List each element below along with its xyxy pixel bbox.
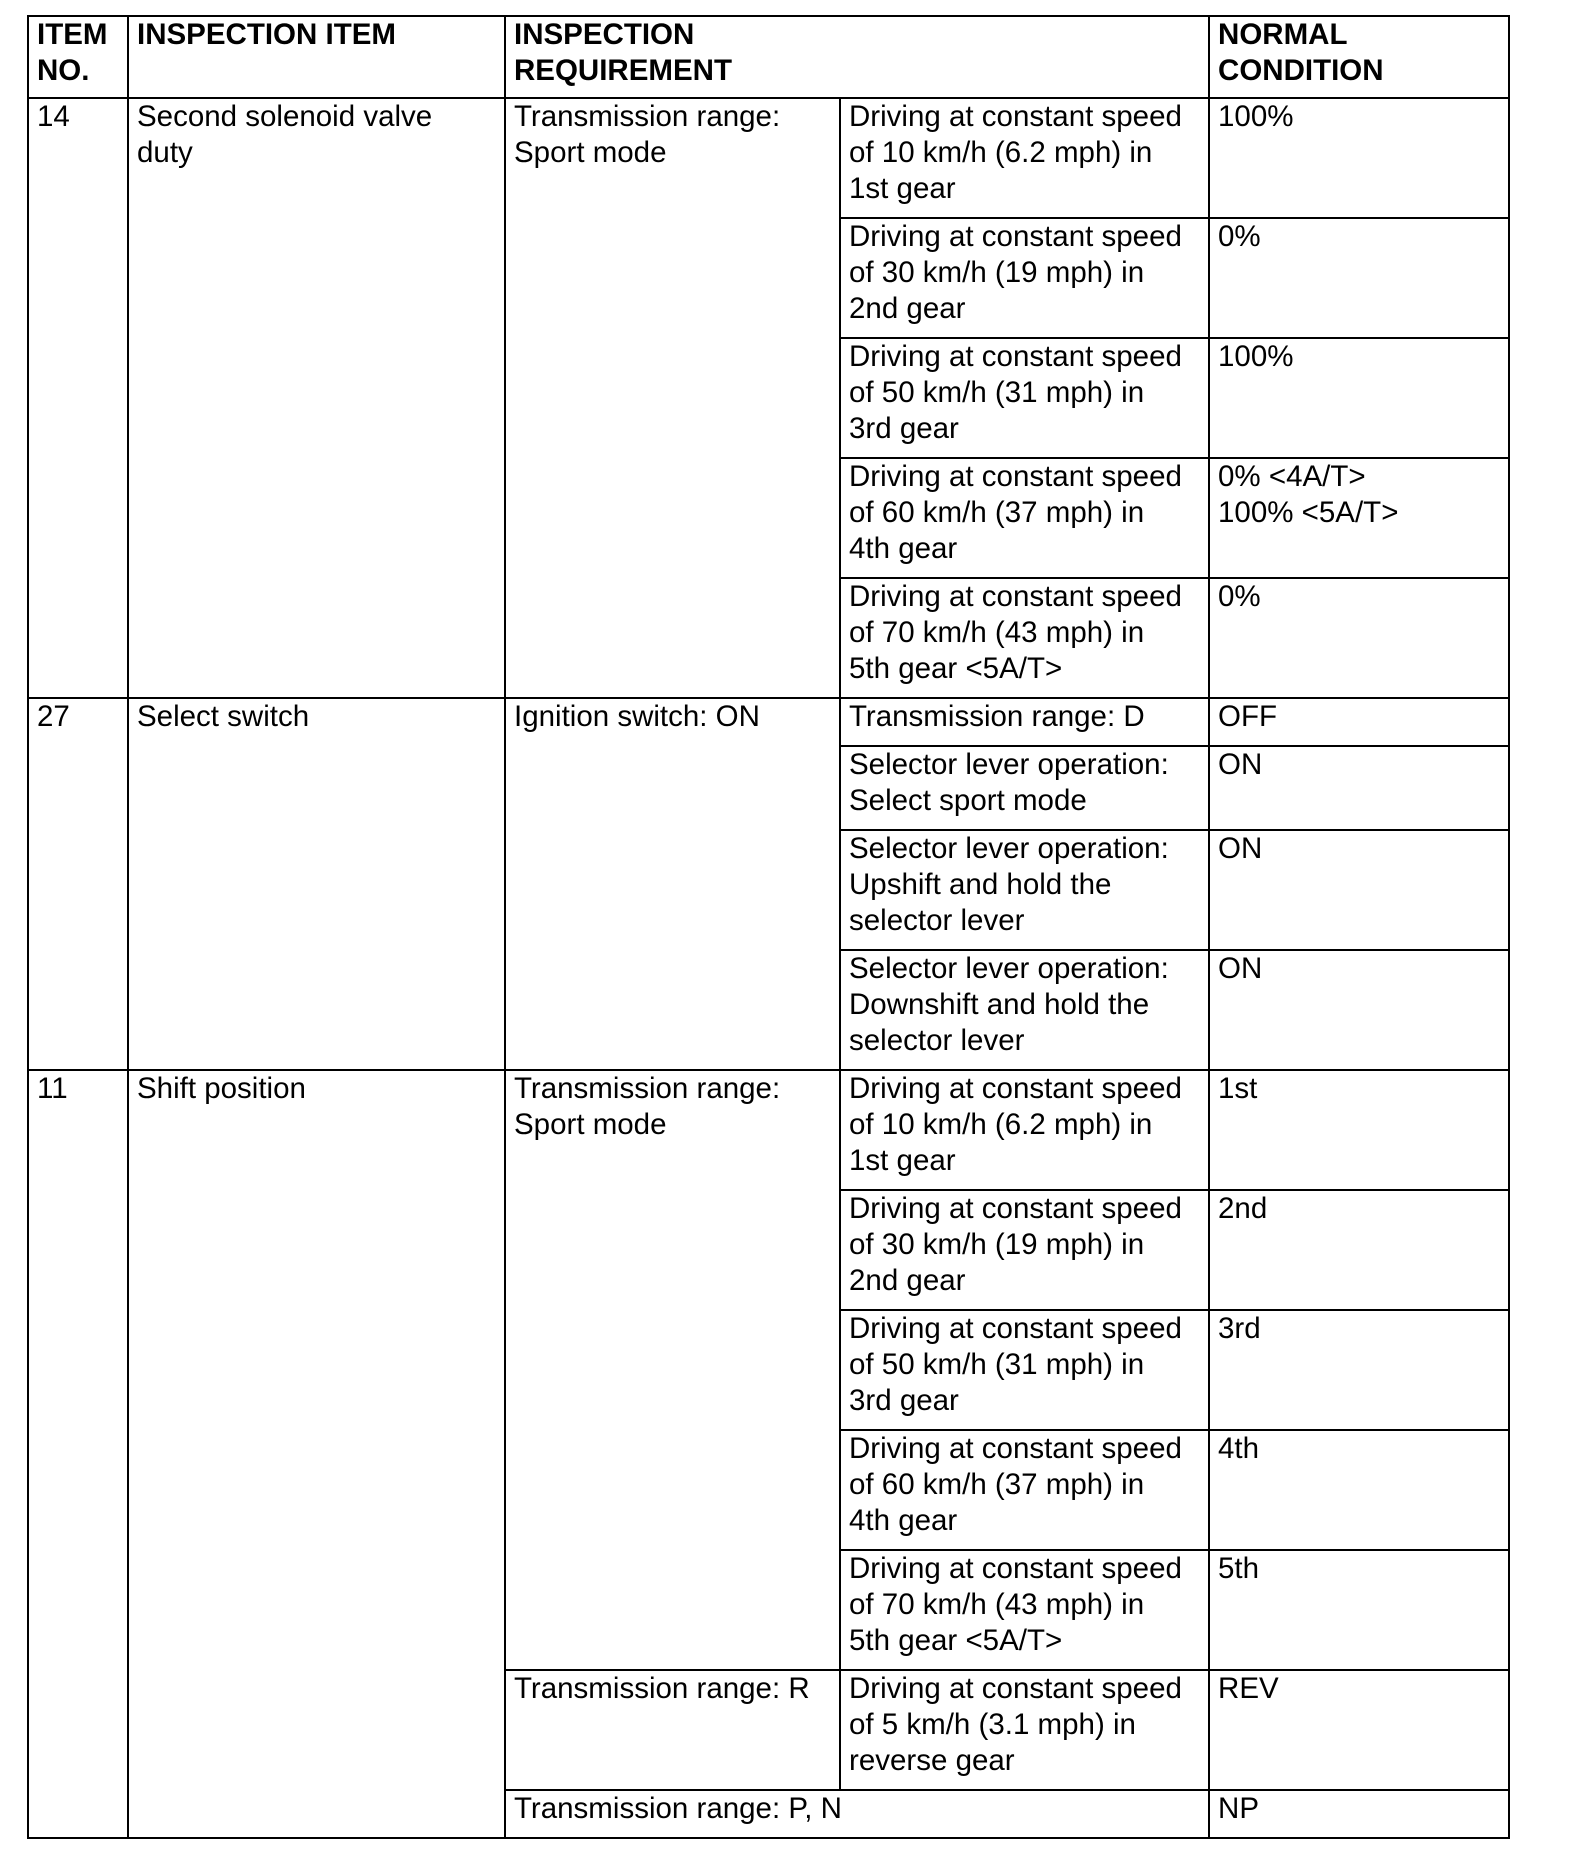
normal-condition-cell: 1st [1209, 1070, 1509, 1190]
inspection-item-cell: Shift position [128, 1070, 505, 1838]
inspection-item-cell: Select switch [128, 698, 505, 1070]
item-no-cell: 11 [28, 1070, 128, 1838]
requirement-detail-cell: Transmission range: D [840, 698, 1209, 746]
normal-condition-cell: REV [1209, 1670, 1509, 1790]
requirement-detail-cell: Driving at constant speed of 70 km/h (43 mph) in 5th gear <5A/T> [840, 578, 1209, 698]
normal-condition-cell: NP [1209, 1790, 1509, 1838]
normal-condition-cell: 100% [1209, 98, 1509, 218]
requirement-detail-cell: Driving at constant speed of 30 km/h (19 mph) in 2nd gear [840, 218, 1209, 338]
requirement-detail-cell: Driving at constant speed of 50 km/h (31 mph) in 3rd gear [840, 338, 1209, 458]
table-row [28, 698, 1509, 746]
table-row [28, 98, 1509, 218]
normal-condition-cell: 2nd [1209, 1190, 1509, 1310]
normal-condition-cell: 0% [1209, 578, 1509, 698]
requirement-detail-cell: Driving at constant speed of 60 km/h (37 mph) in 4th gear [840, 1430, 1209, 1550]
requirement-detail-cell: Driving at constant speed of 50 km/h (31 mph) in 3rd gear [840, 1310, 1209, 1430]
header-item-no: ITEM NO. [28, 16, 128, 98]
requirement-detail-cell: Selector lever operation: Select sport mode [840, 746, 1209, 830]
normal-condition-cell: OFF [1209, 698, 1509, 746]
requirement-condition-cell: Transmission range: Sport mode [505, 98, 840, 698]
requirement-condition-cell: Transmission range: P, N [505, 1790, 1209, 1838]
item-no-cell: 27 [28, 698, 128, 1070]
normal-condition-cell: 100% [1209, 338, 1509, 458]
requirement-detail-cell: Driving at constant speed of 30 km/h (19 mph) in 2nd gear [840, 1190, 1209, 1310]
header-inspection-item: INSPECTION ITEM [128, 16, 505, 98]
normal-condition-cell: ON [1209, 950, 1509, 1070]
normal-condition-cell: ON [1209, 830, 1509, 950]
item-no-cell: 14 [28, 98, 128, 698]
normal-condition-cell: 5th [1209, 1550, 1509, 1670]
header-inspection-requirement: INSPECTION REQUIREMENT [505, 16, 1209, 98]
requirement-detail-cell: Selector lever operation: Downshift and hold the selector lever [840, 950, 1209, 1070]
requirement-detail-cell: Selector lever operation: Upshift and hold the selector lever [840, 830, 1209, 950]
requirement-detail-cell: Driving at constant speed of 70 km/h (43 mph) in 5th gear <5A/T> [840, 1550, 1209, 1670]
normal-condition-cell: 0% <4A/T> 100% <5A/T> [1209, 458, 1509, 578]
normal-condition-cell: ON [1209, 746, 1509, 830]
requirement-detail-cell: Driving at constant speed of 5 km/h (3.1 mph) in reverse gear [840, 1670, 1209, 1790]
header-normal-condition: NORMAL CONDITION [1209, 16, 1509, 98]
requirement-condition-cell: Ignition switch: ON [505, 698, 840, 1070]
requirement-detail-cell: Driving at constant speed of 60 km/h (37 mph) in 4th gear [840, 458, 1209, 578]
requirement-condition-cell: Transmission range: Sport mode [505, 1070, 840, 1670]
table-row [28, 1070, 1509, 1190]
requirement-condition-cell: Transmission range: R [505, 1670, 840, 1790]
normal-condition-cell: 3rd [1209, 1310, 1509, 1430]
requirement-detail-cell: Driving at constant speed of 10 km/h (6.2 mph) in 1st gear [840, 1070, 1209, 1190]
normal-condition-cell: 0% [1209, 218, 1509, 338]
requirement-detail-cell: Driving at constant speed of 10 km/h (6.2 mph) in 1st gear [840, 98, 1209, 218]
normal-condition-cell: 4th [1209, 1430, 1509, 1550]
inspection-table [27, 15, 1510, 1839]
header-row [28, 16, 1509, 98]
inspection-item-cell: Second solenoid valve duty [128, 98, 505, 698]
